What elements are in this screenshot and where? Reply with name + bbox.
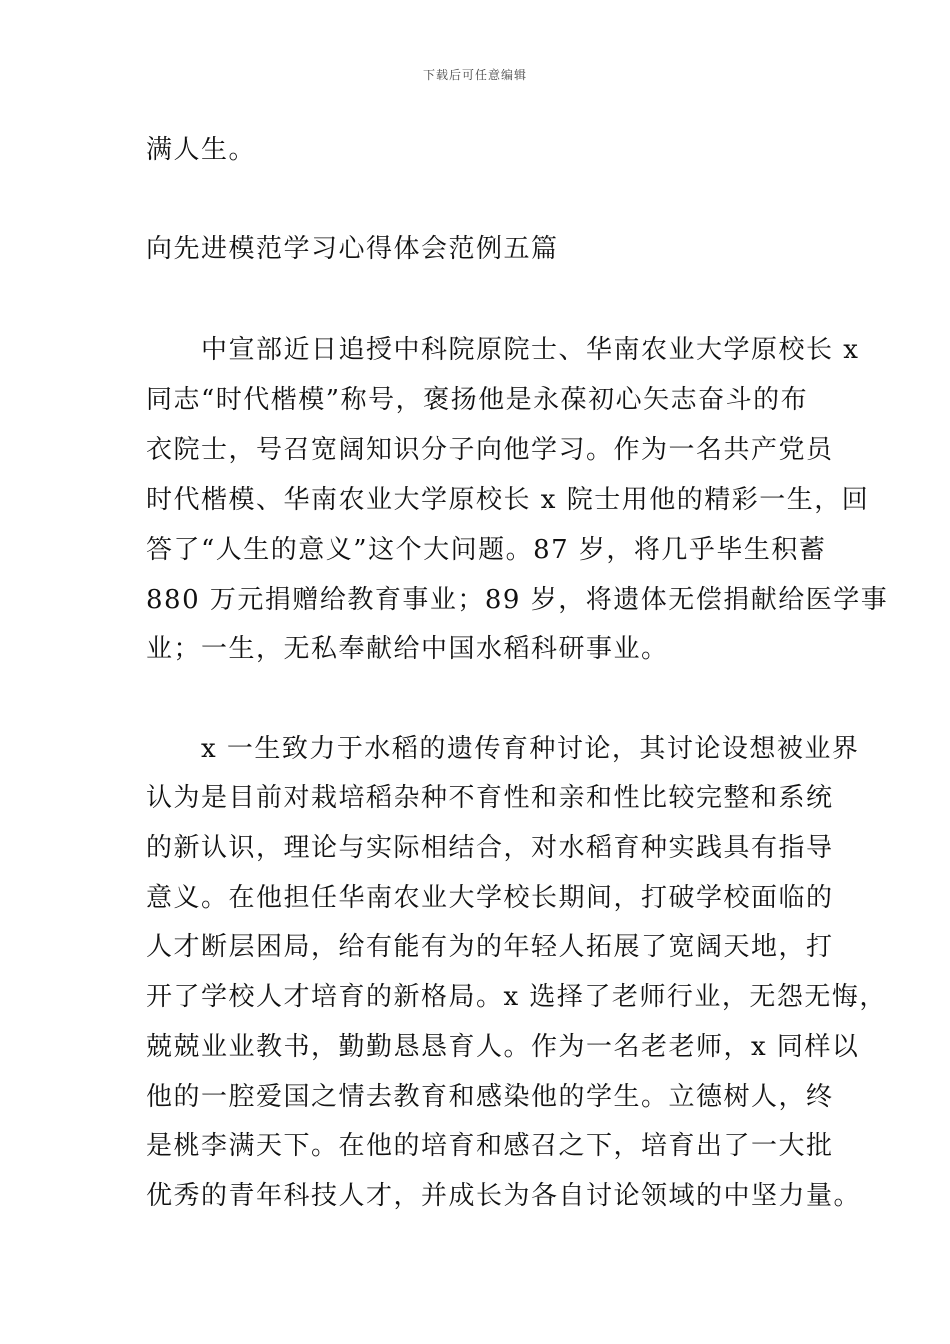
paragraph-line: 880 万元捐赠给教育事业；89 岁，将遗体无偿捐献给医学事: [146, 585, 889, 615]
paragraph-line: x 一生致力于水稻的遗传育种讨论，其讨论设想被业界: [146, 734, 860, 764]
paragraph-line: 兢兢业业教书，勤勤恳恳育人。作为一名老老师，x 同样以: [146, 1032, 860, 1062]
paragraph-line: 开了学校人才培育的新格局。x 选择了老师行业，无怨无悔，: [146, 982, 887, 1012]
paragraph-line: 中宣部近日追授中科院原院士、华南农业大学原校长 x: [146, 335, 860, 365]
paragraph-line: 意义。在他担任华南农业大学校长期间，打破学校面临的: [146, 883, 834, 913]
paragraph-line: 同志“时代楷模”称号，褒扬他是永葆初心矢志奋斗的布: [146, 385, 809, 415]
paragraph-line: 业；一生，无私奉献给中国水稻科研事业。: [146, 634, 669, 664]
paragraph-line: 认为是目前对栽培稻杂种不育性和亲和性比较完整和系统: [146, 783, 834, 813]
continuation-line: 满人生。: [146, 135, 257, 165]
paragraph-line: 衣院士，号召宽阔知识分子向他学习。作为一名共产党员: [146, 435, 834, 465]
paragraph-line: 优秀的青年科技人才，并成长为各自讨论领域的中坚力量。: [146, 1181, 862, 1211]
paragraph-line: 的新认识，理论与实际相结合，对水稻育种实践具有指导: [146, 833, 834, 863]
page-header-note: 下载后可任意编辑: [422, 68, 527, 82]
document-title: 向先进模范学习心得体会范例五篇: [146, 234, 559, 264]
paragraph-line: 答了“人生的意义”这个大问题。87 岁，将几乎毕生积蓄: [146, 535, 827, 565]
paragraph-line: 是桃李满天下。在他的培育和感召之下，培育出了一大批: [146, 1131, 834, 1161]
paragraph-line: 时代楷模、华南农业大学原校长 x 院士用他的精彩一生，回: [146, 485, 870, 515]
paragraph-line: 人才断层困局，给有能有为的年轻人拓展了宽阔天地，打: [146, 932, 834, 962]
paragraph-line: 他的一腔爱国之情去教育和感染他的学生。立德树人，终: [146, 1082, 834, 1112]
